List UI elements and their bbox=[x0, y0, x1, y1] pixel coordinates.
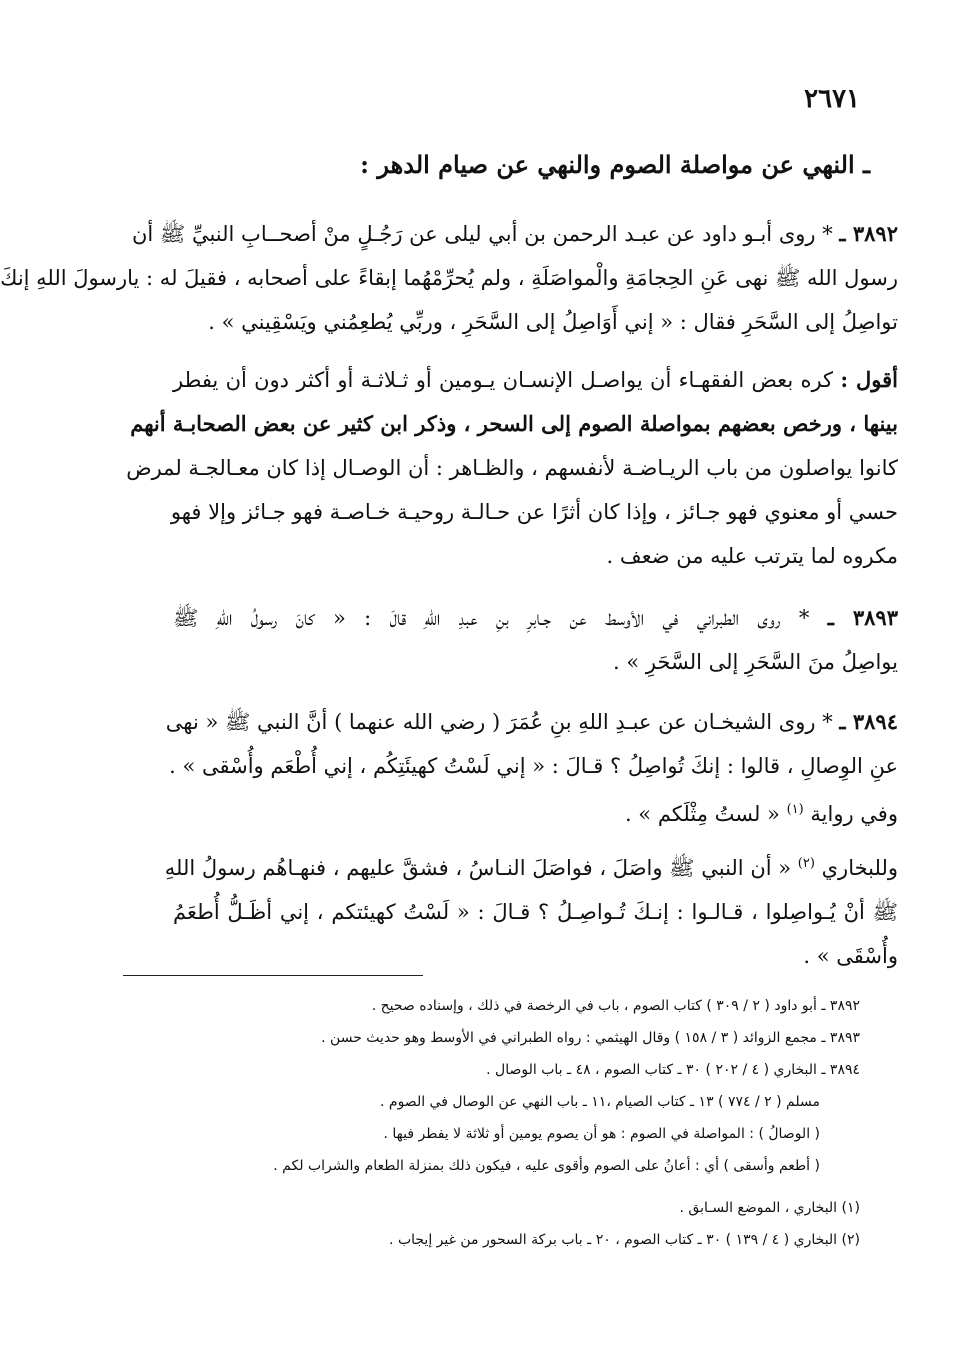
hadith-3892-line-2: رسول الله ﷺ نهى عَنِ الحِجامَةِ والْمواصَلَةِ ، ولم يُحرِّمْهُما إبقاءً على أصحابه ، فقيلَ له : يارسولَ اللهِ إنكَ bbox=[0, 266, 898, 290]
footnote-2: (٢) البخاري ( ٤ / ١٣٩ ) ٣٠ ـ كتاب الصوم ، ٢٠ ـ باب بركة السحور من غير إيجاب . bbox=[389, 1232, 860, 1248]
commentary-label: أقول : bbox=[840, 367, 899, 392]
commentary-line-2: بينها ، ورخص بعضهم بمواصلة الصوم إلى السحر ، وذكر ابن كثير عن بعض الصحابـة أنهم bbox=[130, 411, 898, 436]
note-utam-definition: ( أطعم وأسقى ) أي : أعانُ على الصوم وأقوى عليه ، فيكون ذلك بمنزلة الطعام والشراب لكم . bbox=[273, 1158, 820, 1174]
footnote-divider bbox=[123, 975, 423, 976]
reference-notes bbox=[160, 990, 860, 1182]
hadith-3893-line-1: ٣٨٩٣ ـ * روى الطبراني في الأوسط عن جـابرِ بنِ عبدِ اللهِ قالَ : « كانَ رسولُ اللهِ ﷺ bbox=[173, 605, 898, 630]
note-3894: ٣٨٩٤ ـ البخاري ( ٤ / ٢٠٢ ) ٣٠ ـ كتاب الصوم ، ٤٨ ـ باب الوصال . bbox=[486, 1062, 860, 1078]
bukhari-line-3: وأُسْقَى » . bbox=[803, 944, 898, 968]
hadith-3893 bbox=[173, 596, 898, 684]
hadith-3893-line-2: يواصِلُ منَ السَّحَرِ إلى السَّحَرِ » . bbox=[612, 650, 898, 674]
note-3893: ٣٨٩٣ ـ مجمع الزوائد ( ٣ / ١٥٨ ) وقال الهيثمي : رواه الطبراني في الأوسط وهو حديث حسن . bbox=[321, 1030, 860, 1046]
hadith-number: ٣٨٩٣ ـ bbox=[827, 605, 898, 630]
page-number: ٢٦٧١ bbox=[804, 84, 860, 114]
commentary-line-1: أقول : كره بعض الفقهـاء أن يواصـل الإنسـان يـومين أو ثـلاثـة أو أكثر دون أن يفطر bbox=[173, 367, 899, 392]
note-muslim: مسلم ( ٢ / ٧٧٤ ) ١٣ ـ كتاب الصيام ،١١ ـ باب النهي عن الوصال في الصوم . bbox=[380, 1094, 820, 1110]
footnote-1: (١) البخاري ، الموضع السـابق . bbox=[679, 1200, 860, 1216]
hadith-3892-line-3: تواصِلُ إلى السَّحَرِ فقال : « إني أَوَاصِلُ إلى السَّحَرِ ، وربِّي يُطعِمُني ويَسْقِيني » . bbox=[208, 310, 898, 334]
hadith-3894 bbox=[165, 700, 898, 836]
bukhari-narration bbox=[164, 842, 898, 978]
hadith-3892 bbox=[0, 212, 898, 344]
note-wisal-definition: ( الوصالُ ) : المواصلة في الصوم : هو أن يصوم يومين أو ثلاثة لا يفطر فيها . bbox=[383, 1126, 820, 1142]
note-3892: ٣٨٩٢ ـ أبو داود ( ٢ / ٣٠٩ ) كتاب الصوم ، باب في الرخصة في ذلك ، وإسناده صحيح . bbox=[371, 998, 860, 1014]
footnote-mark-2: (٢) bbox=[797, 856, 815, 871]
hadith-number: ٣٨٩٢ ـ bbox=[839, 221, 898, 246]
footnote-mark-1: (١) bbox=[786, 802, 804, 817]
hadith-3894-riwaya: وفي رواية $^{(١)}$ « لستُ مِثْلَكم » . bbox=[624, 802, 898, 826]
commentary-line-4: حسي أو معنوي فهو جـائز ، وإذا كان أثرًا عن حـالـة روحيـة خـاصـة فهو جـائز وإلا فهو bbox=[170, 500, 898, 524]
commentary-line-5: مكروه لما يترتب عليه من ضعف . bbox=[606, 544, 898, 568]
hadith-3894-line-1: ٣٨٩٤ ـ * روى الشيخـان عن عبـدِ اللهِ بنِ عُمَرَ ( رضي الله عنهما ) أنَّ النبي ﷺ « نهى bbox=[165, 709, 898, 734]
bukhari-line-1: وللبخاري $^{(٢)}$ « أن النبي ﷺ واصَلَ ، فواصَلَ النـاسُ ، فشقَّ عليهم ، فنهـاهُم رسولُ اللهِ bbox=[164, 856, 898, 880]
hadith-number: ٣٨٩٤ ـ bbox=[839, 709, 898, 734]
footnotes bbox=[160, 1192, 860, 1256]
commentary-line-3: كانوا يواصلون من باب الريـاضـة لأنفسهم ، والظـاهر : أن الوصـال إذا كان معـالجـة لمرض bbox=[126, 456, 898, 480]
hadith-3894-line-2: عنِ الوِصالِ ، قالوا : إنكَ تُواصِلُ ؟ قـالَ : « إني لَسْتُ كهيئَتِكُم ، إني أُطْعَم وأُسْقى » . bbox=[169, 754, 898, 778]
section-heading: ـ النهي عن مواصلة الصوم والنهي عن صيام الدهر : bbox=[360, 150, 870, 179]
hadith-3892-line-1: ٣٨٩٢ ـ * روى أبـو داود عن عبـد الرحمن بن أبي ليلى عن رَجُـلٍ منْ أصحــابِ النبيِّ ﷺ أن bbox=[131, 221, 898, 246]
bukhari-line-2: ﷺ أنْ يُـواصِلوا ، قـالـوا : إنـكَ تُـواصِـلُ ؟ قـالَ : « لَسْتُ كهيئتكم ، إني أظَـلُّ أُطعَمُ bbox=[173, 900, 898, 924]
commentary bbox=[126, 358, 899, 578]
